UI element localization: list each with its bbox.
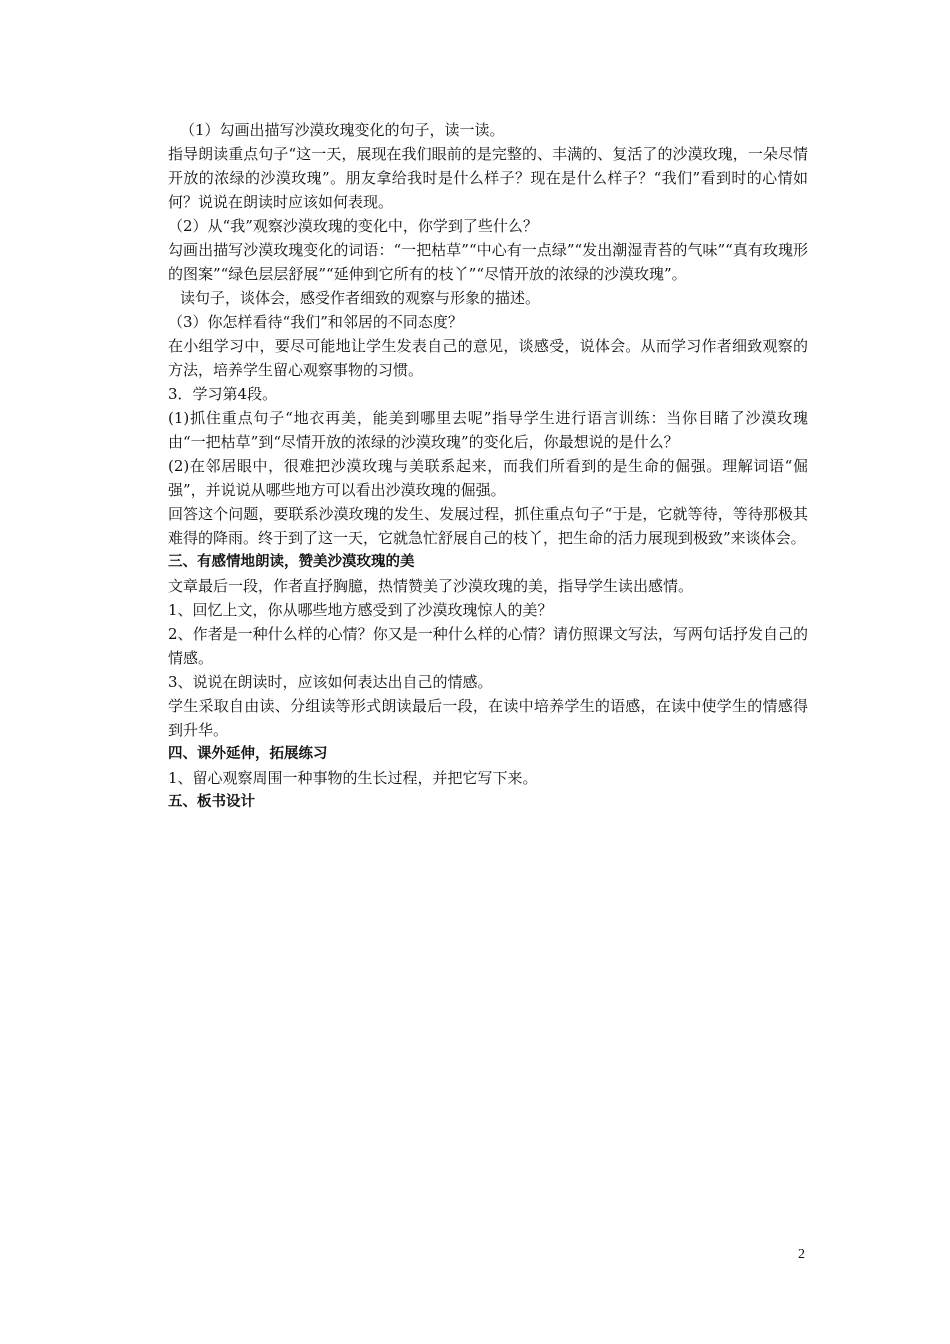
paragraph: (1)抓住重点句子“地衣再美，能美到哪里去呢”指导学生进行语言训练：当你目睹了沙漠玫瑰由“一把枯草”到“尽情开放的浓绿的沙漠玫瑰”的变化后，你最想说的是什么？ (168, 409, 808, 451)
paragraph: 1、回忆上文，你从哪些地方感受到了沙漠玫瑰惊人的美？ (168, 601, 553, 619)
paragraph: 3、说说在朗读时，应该如何表达出自己的情感。 (168, 673, 493, 691)
paragraph: 文章最后一段，作者直抒胸臆，热情赞美了沙漠玫瑰的美，指导学生读出感情。 (168, 577, 694, 595)
paragraph: 1、留心观察周围一种事物的生长过程，并把它写下来。 (168, 769, 538, 787)
paragraph: （2）从“我”观察沙漠玫瑰的变化中，你学到了些什么？ (168, 217, 538, 235)
paragraph: 读句子，谈体会，感受作者细致的观察与形象的描述。 (180, 289, 541, 307)
document-body (168, 118, 808, 814)
paragraph: 指导朗读重点句子“这一天，展现在我们眼前的是完整的、丰满的、复活了的沙漠玫瑰，一朵尽情开放的浓绿的沙漠玫瑰”。朋友拿给我时是什么样子？现在是什么样子？“我们”看到时的心情如何？说说在朗读时应该如何表现。 (168, 145, 808, 211)
paragraph: 学生采取自由读、分组读等形式朗读最后一段，在读中培养学生的语感，在读中使学生的情感得到升华。 (168, 697, 808, 739)
paragraph: 勾画出描写沙漠玫瑰变化的词语：“一把枯草”“中心有一点绿”“发出潮湿青苔的气味”“真有玫瑰形的图案”“绿色层层舒展”“延伸到它所有的枝丫”“尽情开放的浓绿的沙漠玫瑰”。 (168, 241, 808, 283)
paragraph: 回答这个问题，要联系沙漠玫瑰的发生、发展过程，抓住重点句子“于是，它就等待，等待那极其难得的降雨。终于到了这一天，它就急忙舒展自己的枝丫，把生命的活力展现到极致”来谈体会。 (168, 505, 808, 547)
paragraph: (2)在邻居眼中，很难把沙漠玫瑰与美联系起来，而我们所看到的是生命的倔强。理解词语“倔强”，并说说从哪些地方可以看出沙漠玫瑰的倔强。 (168, 457, 808, 499)
section-heading: 四、课外延伸，拓展练习 (168, 746, 328, 762)
page-number: 2 (798, 1247, 805, 1262)
section-heading: 五、板书设计 (168, 794, 255, 810)
paragraph: （1）勾画出描写沙漠玫瑰变化的句子，读一读。 (180, 121, 505, 139)
section-heading: 三、有感情地朗读，赞美沙漠玫瑰的美 (168, 554, 415, 570)
paragraph: 3．学习第4段。 (168, 385, 278, 403)
paragraph: 2、作者是一种什么样的心情？你又是一种什么样的心情？请仿照课文写法，写两句话抒发自己的情感。 (168, 625, 808, 667)
paragraph: 在小组学习中，要尽可能地让学生发表自己的意见，谈感受，说体会。从而学习作者细致观察的方法，培养学生留心观察事物的习惯。 (168, 337, 808, 379)
paragraph: （3）你怎样看待“我们”和邻居的不同态度？ (168, 313, 463, 331)
